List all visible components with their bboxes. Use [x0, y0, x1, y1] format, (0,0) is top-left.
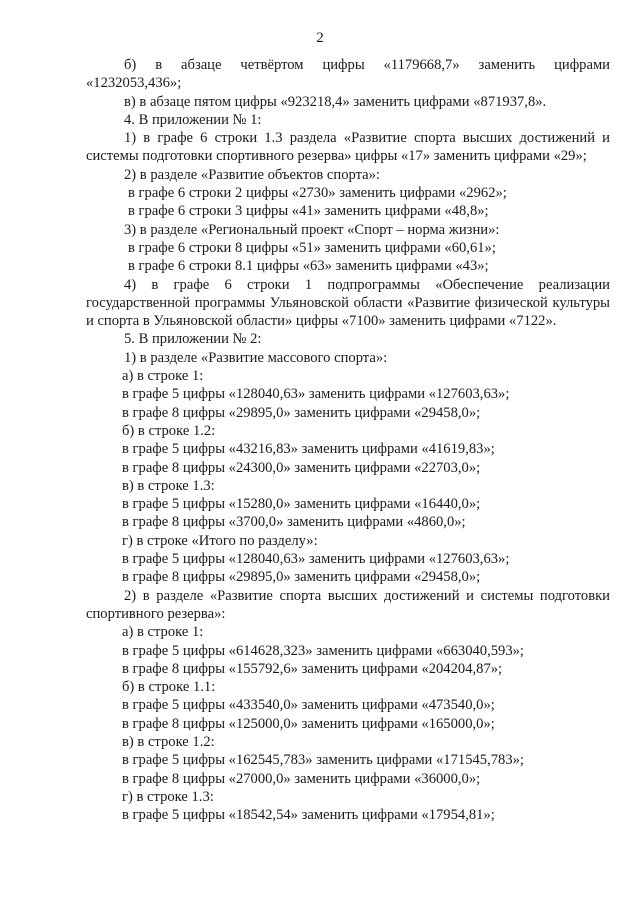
document-paragraph: а) в строке 1:	[122, 368, 204, 385]
document-paragraph: 2) в разделе «Развитие объектов спорта»:	[124, 166, 380, 183]
document-paragraph: 2) в разделе «Развитие спорта высших достижений и системы подготовки спортивного резерва»:	[86, 587, 610, 622]
document-paragraph: в графе 8 цифры «29895,0» заменить цифрами «29458,0»;	[122, 404, 481, 421]
document-paragraph: в графе 8 цифры «155792,6» заменить цифрами «204204,87»;	[122, 660, 503, 677]
page-number: 2	[316, 30, 324, 46]
document-paragraph: в графе 5 цифры «614628,323» заменить цифрами «663040,593»;	[122, 642, 524, 659]
document-body	[86, 56, 610, 824]
document-paragraph: в графе 8 цифры «29895,0» заменить цифрами «29458,0»;	[122, 569, 481, 586]
document-paragraph: «1232053,436»;	[86, 75, 182, 92]
document-paragraph: б) в строке 1.1:	[122, 679, 216, 696]
document-paragraph: в) в строке 1.2:	[122, 733, 215, 750]
document-paragraph: в графе 8 цифры «3700,0» заменить цифрами «4860,0»;	[122, 514, 466, 531]
document-paragraph: в графе 6 строки 2 цифры «2730» заменить цифрами «2962»;	[128, 185, 507, 202]
document-paragraph: 1) в разделе «Развитие массового спорта»:	[124, 349, 388, 366]
document-paragraph: в графе 6 строки 8 цифры «51» заменить цифрами «60,61»;	[128, 239, 496, 256]
document-paragraph: в графе 6 строки 8.1 цифры «63» заменить цифрами «43»;	[128, 258, 489, 275]
document-paragraph: 5. В приложении № 2:	[124, 331, 262, 348]
document-paragraph: в) в абзаце пятом цифры «923218,4» заменить цифрами «871937,8».	[124, 93, 547, 110]
document-paragraph: в графе 5 цифры «162545,783» заменить цифрами «171545,783»;	[122, 752, 524, 769]
document-paragraph: в графе 5 цифры «43216,83» заменить цифрами «41619,83»;	[122, 441, 495, 458]
document-paragraph: 3) в разделе «Региональный проект «Спорт – норма жизни»:	[124, 221, 500, 238]
document-paragraph: в графе 5 цифры «18542,54» заменить цифрами «17954,81»;	[122, 807, 495, 824]
document-paragraph: в графе 5 цифры «433540,0» заменить цифрами «473540,0»;	[122, 697, 495, 714]
document-paragraph: б) в строке 1.2:	[122, 422, 216, 439]
document-paragraph: в графе 6 строки 3 цифры «41» заменить цифрами «48,8»;	[128, 203, 489, 220]
document-paragraph: г) в строке 1.3:	[122, 788, 214, 805]
document-paragraph: в графе 5 цифры «15280,0» заменить цифрами «16440,0»;	[122, 496, 481, 513]
document-paragraph: 4) в графе 6 строки 1 подпрограммы «Обеспечение реализации государственной программы Ульяновской области «Развитие физической культуры и спорта в Ульяновской области» цифры «7100» заменить цифрами «7122».	[86, 276, 610, 330]
document-paragraph: а) в строке 1:	[122, 624, 204, 641]
document-paragraph: 4. В приложении № 1:	[124, 111, 262, 128]
document-paragraph: в графе 8 цифры «27000,0» заменить цифрами «36000,0»;	[122, 770, 481, 787]
document-paragraph: б) в абзаце четвёртом цифры «1179668,7» заменить цифрами	[124, 57, 610, 73]
document-paragraph: 1) в графе 6 строки 1.3 раздела «Развитие спорта высших достижений и системы подготовки спортивного резерва» цифры «17» заменить цифрами «29»;	[86, 130, 610, 165]
document-paragraph: в) в строке 1.3:	[122, 477, 215, 494]
document-paragraph: в графе 5 цифры «128040,63» заменить цифрами «127603,63»;	[122, 551, 510, 568]
document-paragraph: в графе 5 цифры «128040,63» заменить цифрами «127603,63»;	[122, 386, 510, 403]
document-paragraph: в графе 8 цифры «125000,0» заменить цифрами «165000,0»;	[122, 715, 495, 732]
document-paragraph: в графе 8 цифры «24300,0» заменить цифрами «22703,0»;	[122, 459, 481, 476]
document-paragraph: г) в строке «Итого по разделу»:	[122, 532, 318, 549]
